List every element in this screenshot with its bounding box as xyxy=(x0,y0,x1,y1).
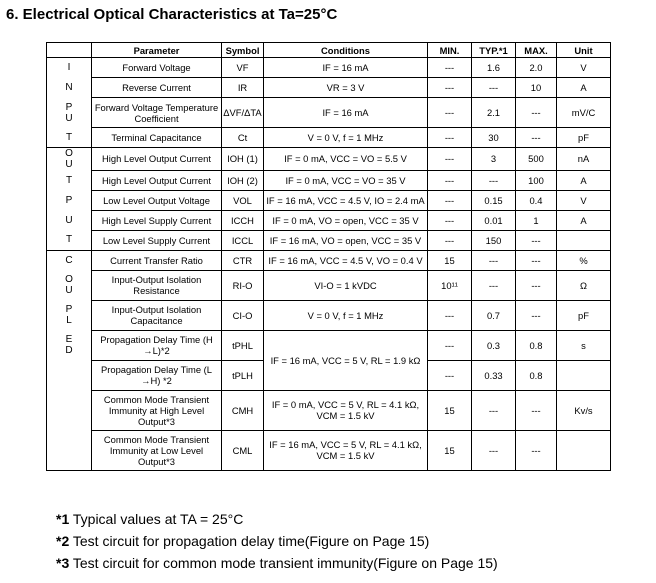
cell-max: --- xyxy=(516,270,557,300)
cell-symbol: ICCH xyxy=(222,210,264,230)
cell-max: 10 xyxy=(516,78,557,98)
group-letter: T xyxy=(65,234,73,246)
cell-parameter: Low Level Supply Current xyxy=(92,230,222,250)
cell-parameter: Input-Output Isolation Capacitance xyxy=(92,300,222,330)
cell-unit: mV/C xyxy=(557,98,611,128)
cell-max: --- xyxy=(516,230,557,250)
cell-typ: 0.33 xyxy=(472,360,516,390)
header-parameter: Parameter xyxy=(92,43,222,58)
cell-max: --- xyxy=(516,128,557,148)
footnote-3: *3 Test circuit for common mode transient immunity(Figure on Page 15) xyxy=(56,555,498,571)
group-label-coupled xyxy=(47,250,92,270)
cell-conditions: IF = 16 mA, VCC = 4.5 V, IO = 2.4 mA xyxy=(264,190,428,210)
table-row xyxy=(47,390,611,430)
cell-parameter: Low Level Output Voltage xyxy=(92,190,222,210)
cell-typ: --- xyxy=(472,430,516,470)
cell-unit: s xyxy=(557,330,611,360)
header-unit: Unit xyxy=(557,43,611,58)
group-label-coupled xyxy=(47,360,92,390)
group-letter: U xyxy=(65,112,73,124)
cell-symbol: IOH (2) xyxy=(222,170,264,190)
cell-unit: nA xyxy=(557,148,611,171)
table-row xyxy=(47,78,611,98)
cell-typ: 0.3 xyxy=(472,330,516,360)
cell-min: --- xyxy=(428,360,472,390)
cell-typ: --- xyxy=(472,270,516,300)
cell-min: --- xyxy=(428,98,472,128)
group-letter: P xyxy=(65,101,73,113)
cell-conditions: IF = 16 mA xyxy=(264,58,428,78)
cell-symbol: VOL xyxy=(222,190,264,210)
cell-conditions: IF = 16 mA, VO = open, VCC = 35 V xyxy=(264,230,428,250)
header-max: MAX. xyxy=(516,43,557,58)
cell-parameter: Forward Voltage Temperature Coefficient xyxy=(92,98,222,128)
cell-typ: 150 xyxy=(472,230,516,250)
table-row xyxy=(47,148,611,171)
group-letter: N xyxy=(65,82,73,93)
group-letter: O xyxy=(65,148,73,159)
cell-min: 15 xyxy=(428,430,472,470)
cell-max: 0.8 xyxy=(516,360,557,390)
group-letter: L xyxy=(66,315,72,326)
table-row xyxy=(47,58,611,78)
table-row xyxy=(47,250,611,270)
characteristics-table xyxy=(46,42,611,471)
group-label-output xyxy=(47,170,92,190)
group-label-coupled xyxy=(47,390,92,430)
cell-max: --- xyxy=(516,300,557,330)
table-row xyxy=(47,128,611,148)
cell-conditions: IF = 16 mA xyxy=(264,98,428,128)
group-label-coupled xyxy=(47,300,92,330)
group-letter: U xyxy=(65,159,73,170)
cell-max: 500 xyxy=(516,148,557,171)
cell-conditions: IF = 0 mA, VCC = VO = 5.5 V xyxy=(264,148,428,171)
cell-symbol: CML xyxy=(222,430,264,470)
cell-symbol: CMH xyxy=(222,390,264,430)
cell-min: --- xyxy=(428,230,472,250)
footnote-1: *1 Typical values at TA = 25°C xyxy=(56,511,244,527)
cell-min: 10¹¹ xyxy=(428,270,472,300)
cell-typ: --- xyxy=(472,390,516,430)
group-label-input xyxy=(47,78,92,98)
cell-max: 0.8 xyxy=(516,330,557,360)
cell-typ: 0.15 xyxy=(472,190,516,210)
table-row xyxy=(47,330,611,360)
cell-conditions: IF = 16 mA, VCC = 5 V, RL = 1.9 kΩ xyxy=(264,330,428,390)
header-min: MIN. xyxy=(428,43,472,58)
group-letter: C xyxy=(65,254,73,266)
cell-parameter: High Level Output Current xyxy=(92,170,222,190)
group-label-input xyxy=(47,58,92,78)
cell-max: 1 xyxy=(516,210,557,230)
cell-max: 100 xyxy=(516,170,557,190)
cell-max: --- xyxy=(516,250,557,270)
cell-min: --- xyxy=(428,78,472,98)
cell-max: 0.4 xyxy=(516,190,557,210)
cell-parameter: Input-Output Isolation Resistance xyxy=(92,270,222,300)
cell-unit: pF xyxy=(557,128,611,148)
cell-symbol: IOH (1) xyxy=(222,148,264,171)
group-header xyxy=(47,43,92,58)
group-label-output xyxy=(47,230,92,250)
table-row xyxy=(47,190,611,210)
cell-max: --- xyxy=(516,390,557,430)
cell-max: 2.0 xyxy=(516,58,557,78)
table-row xyxy=(47,170,611,190)
cell-unit: A xyxy=(557,170,611,190)
cell-symbol: Ct xyxy=(222,128,264,148)
cell-symbol: RI-O xyxy=(222,270,264,300)
group-letter: E xyxy=(65,334,73,345)
cell-min: --- xyxy=(428,330,472,360)
cell-symbol: tPLH xyxy=(222,360,264,390)
header-symbol: Symbol xyxy=(222,43,264,58)
cell-conditions: IF = 0 mA, VCC = 5 V, RL = 4.1 kΩ, VCM = 1.5 kV xyxy=(264,390,428,430)
cell-unit: Kv/s xyxy=(557,390,611,430)
cell-conditions: IF = 0 mA, VO = open, VCC = 35 V xyxy=(264,210,428,230)
cell-max: --- xyxy=(516,430,557,470)
group-label-input xyxy=(47,128,92,148)
cell-typ: --- xyxy=(472,250,516,270)
cell-conditions: V = 0 V, f = 1 MHz xyxy=(264,300,428,330)
cell-unit: V xyxy=(557,58,611,78)
cell-unit xyxy=(557,360,611,390)
cell-unit: A xyxy=(557,210,611,230)
footnote-2: *2 Test circuit for propagation delay time(Figure on Page 15) xyxy=(56,533,430,549)
group-label-output xyxy=(47,148,92,171)
cell-typ: 30 xyxy=(472,128,516,148)
cell-typ: 1.6 xyxy=(472,58,516,78)
table-row xyxy=(47,430,611,470)
cell-conditions: IF = 16 mA, VCC = 4.5 V, VO = 0.4 V xyxy=(264,250,428,270)
cell-unit xyxy=(557,430,611,470)
cell-parameter: Reverse Current xyxy=(92,78,222,98)
cell-symbol: VF xyxy=(222,58,264,78)
group-letter: U xyxy=(65,285,73,296)
cell-unit: Ω xyxy=(557,270,611,300)
cell-parameter: Forward Voltage xyxy=(92,58,222,78)
cell-min: --- xyxy=(428,128,472,148)
group-letter: I xyxy=(67,62,71,74)
cell-typ: --- xyxy=(472,78,516,98)
group-letter: T xyxy=(65,131,73,143)
cell-typ: 2.1 xyxy=(472,98,516,128)
cell-symbol: CTR xyxy=(222,250,264,270)
group-label-output xyxy=(47,210,92,230)
group-label-coupled xyxy=(47,430,92,470)
cell-unit: pF xyxy=(557,300,611,330)
group-label-coupled xyxy=(47,270,92,300)
group-label-output xyxy=(47,190,92,210)
cell-min: --- xyxy=(428,148,472,171)
group-letter: P xyxy=(65,304,73,315)
table-header-row xyxy=(47,43,611,58)
group-label-coupled xyxy=(47,330,92,360)
cell-parameter: Terminal Capacitance xyxy=(92,128,222,148)
cell-typ: --- xyxy=(472,170,516,190)
cell-parameter: Common Mode Transient Immunity at Low Level Output*3 xyxy=(92,430,222,470)
cell-parameter: Common Mode Transient Immunity at High Level Output*3 xyxy=(92,390,222,430)
table-row xyxy=(47,230,611,250)
cell-min: 15 xyxy=(428,250,472,270)
cell-conditions: IF = 16 mA, VCC = 5 V, RL = 4.1 kΩ, VCM = 1.5 kV xyxy=(264,430,428,470)
group-letter: U xyxy=(65,214,73,226)
group-letter: P xyxy=(65,194,73,206)
cell-conditions: IF = 0 mA, VCC = VO = 35 V xyxy=(264,170,428,190)
cell-symbol: IR xyxy=(222,78,264,98)
cell-min: --- xyxy=(428,210,472,230)
cell-symbol: ICCL xyxy=(222,230,264,250)
group-label-input xyxy=(47,98,92,128)
cell-parameter: High Level Supply Current xyxy=(92,210,222,230)
cell-symbol: CI-O xyxy=(222,300,264,330)
cell-parameter: Current Transfer Ratio xyxy=(92,250,222,270)
cell-parameter: High Level Output Current xyxy=(92,148,222,171)
cell-parameter: Propagation Delay Time (L →H) *2 xyxy=(92,360,222,390)
cell-unit xyxy=(557,230,611,250)
table-row xyxy=(47,300,611,330)
cell-parameter: Propagation Delay Time (H →L)*2 xyxy=(92,330,222,360)
header-conditions: Conditions xyxy=(264,43,428,58)
cell-max: --- xyxy=(516,98,557,128)
header-typ: TYP.*1 xyxy=(472,43,516,58)
cell-min: --- xyxy=(428,170,472,190)
cell-unit: A xyxy=(557,78,611,98)
section-title: 6. Electrical Optical Characteristics at Ta=25°C xyxy=(6,6,338,23)
group-letter: D xyxy=(65,345,73,356)
table-row xyxy=(47,270,611,300)
cell-typ: 3 xyxy=(472,148,516,171)
footnotes xyxy=(56,508,498,574)
cell-typ: 0.7 xyxy=(472,300,516,330)
table-row xyxy=(47,98,611,128)
cell-symbol: ΔVF/ΔTA xyxy=(222,98,264,128)
group-letter: T xyxy=(65,174,73,186)
cell-min: --- xyxy=(428,300,472,330)
cell-unit: % xyxy=(557,250,611,270)
cell-conditions: V = 0 V, f = 1 MHz xyxy=(264,128,428,148)
group-letter: O xyxy=(65,274,73,285)
cell-typ: 0.01 xyxy=(472,210,516,230)
cell-conditions: VI-O = 1 kVDC xyxy=(264,270,428,300)
cell-min: --- xyxy=(428,58,472,78)
cell-unit: V xyxy=(557,190,611,210)
cell-symbol: tPHL xyxy=(222,330,264,360)
cell-min: 15 xyxy=(428,390,472,430)
table-row xyxy=(47,210,611,230)
cell-conditions: VR = 3 V xyxy=(264,78,428,98)
cell-min: --- xyxy=(428,190,472,210)
